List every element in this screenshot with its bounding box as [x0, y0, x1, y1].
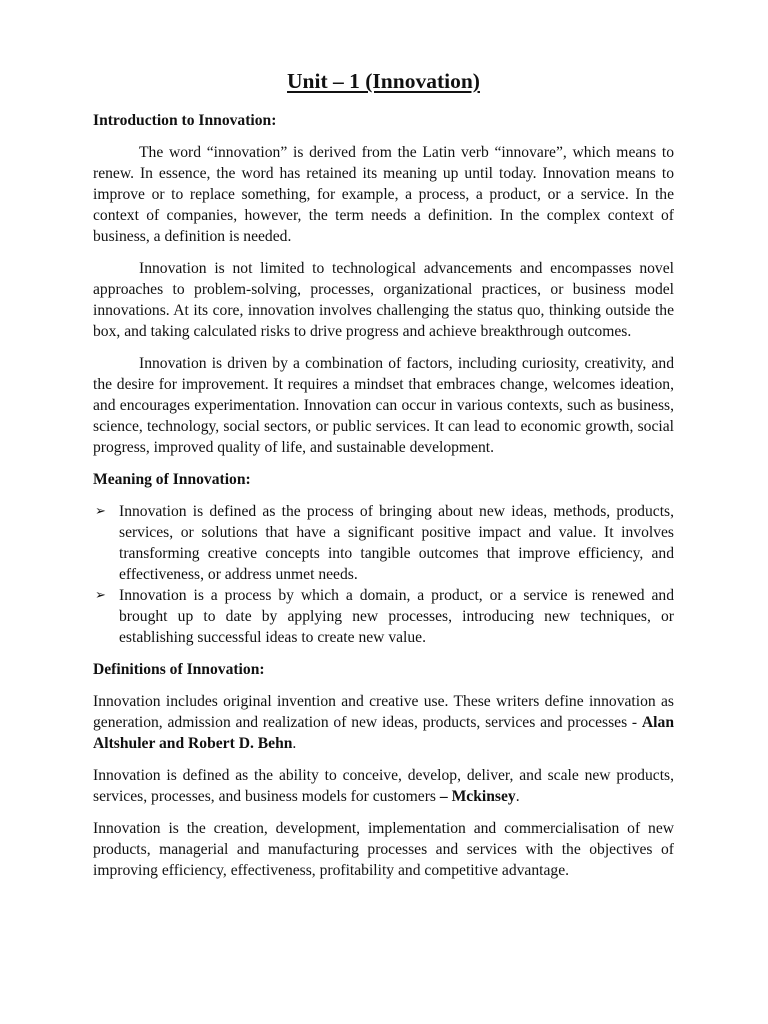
document-title: Unit – 1 (Innovation) [287, 69, 480, 93]
section-heading-definitions: Definitions of Innovation: [93, 661, 265, 678]
list-item-text: Innovation is a process by which a domain, a product, or a service is renewed and brought up to date by applying new processes, introducing new techniques, or establishing successful ideas to create new value. [119, 587, 674, 646]
list-item [93, 585, 674, 648]
definition-suffix: . [515, 788, 520, 805]
definition-attribution: – Mckinsey [439, 788, 516, 805]
arrow-bullet-icon: ➢ [95, 588, 106, 603]
definition-text: Innovation is the creation, development, implementation and commercialisation of new products, managerial and manufacturing processes and services with the objectives of improving efficiency, effectiveness, profitability and competitive advantage. [93, 820, 674, 879]
definition-paragraph [93, 691, 674, 754]
meaning-bullet-list [93, 501, 674, 648]
paragraph: The word “innovation” is derived from the Latin verb “innovare”, which means to renew. In essence, the word has retained its meaning up until today. Innovation means to improve or to replace something, for example, a process, a product, or a service. In the context of companies, however, the term needs a definition. In the complex context of business, a definition is needed. [93, 144, 674, 245]
definition-attribution: Alan Altshuler and Robert D. Behn [93, 714, 674, 752]
definition-text: Innovation includes original invention and creative use. These writers define innovation as generation, admission and realization of new ideas, products, services and processes - [93, 693, 674, 731]
definition-text: Innovation is defined as the ability to conceive, develop, deliver, and scale new products, services, processes, and business models for customers [93, 767, 674, 805]
paragraph: Innovation is driven by a combination of factors, including curiosity, creativity, and the desire for improvement. It requires a mindset that embraces change, welcomes ideation, and encourages experimentation. Innovation can occur in various contexts, such as business, science, technology, social sectors, or public services. It can lead to economic growth, social progress, improved quality of life, and sustainable development. [93, 355, 674, 456]
list-item [93, 501, 674, 585]
section-heading-introduction: Introduction to Innovation: [93, 112, 277, 129]
list-item-text: Innovation is defined as the process of bringing about new ideas, methods, products, services, or solutions that have a significant positive impact and value. It involves transforming creative concepts into tangible outcomes that improve efficiency, and effectiveness, or address unmet needs. [119, 503, 674, 583]
paragraph: Innovation is not limited to technological advancements and encompasses novel approaches to problem-solving, processes, organizational practices, or business model innovations. At its core, innovation involves challenging the status quo, thinking outside the box, and taking calculated risks to drive progress and achieve breakthrough outcomes. [93, 260, 674, 340]
definition-paragraph [93, 765, 674, 807]
definition-suffix: . [292, 735, 297, 752]
section-heading-meaning: Meaning of Innovation: [93, 471, 251, 488]
arrow-bullet-icon: ➢ [95, 504, 106, 519]
definition-paragraph [93, 818, 674, 881]
